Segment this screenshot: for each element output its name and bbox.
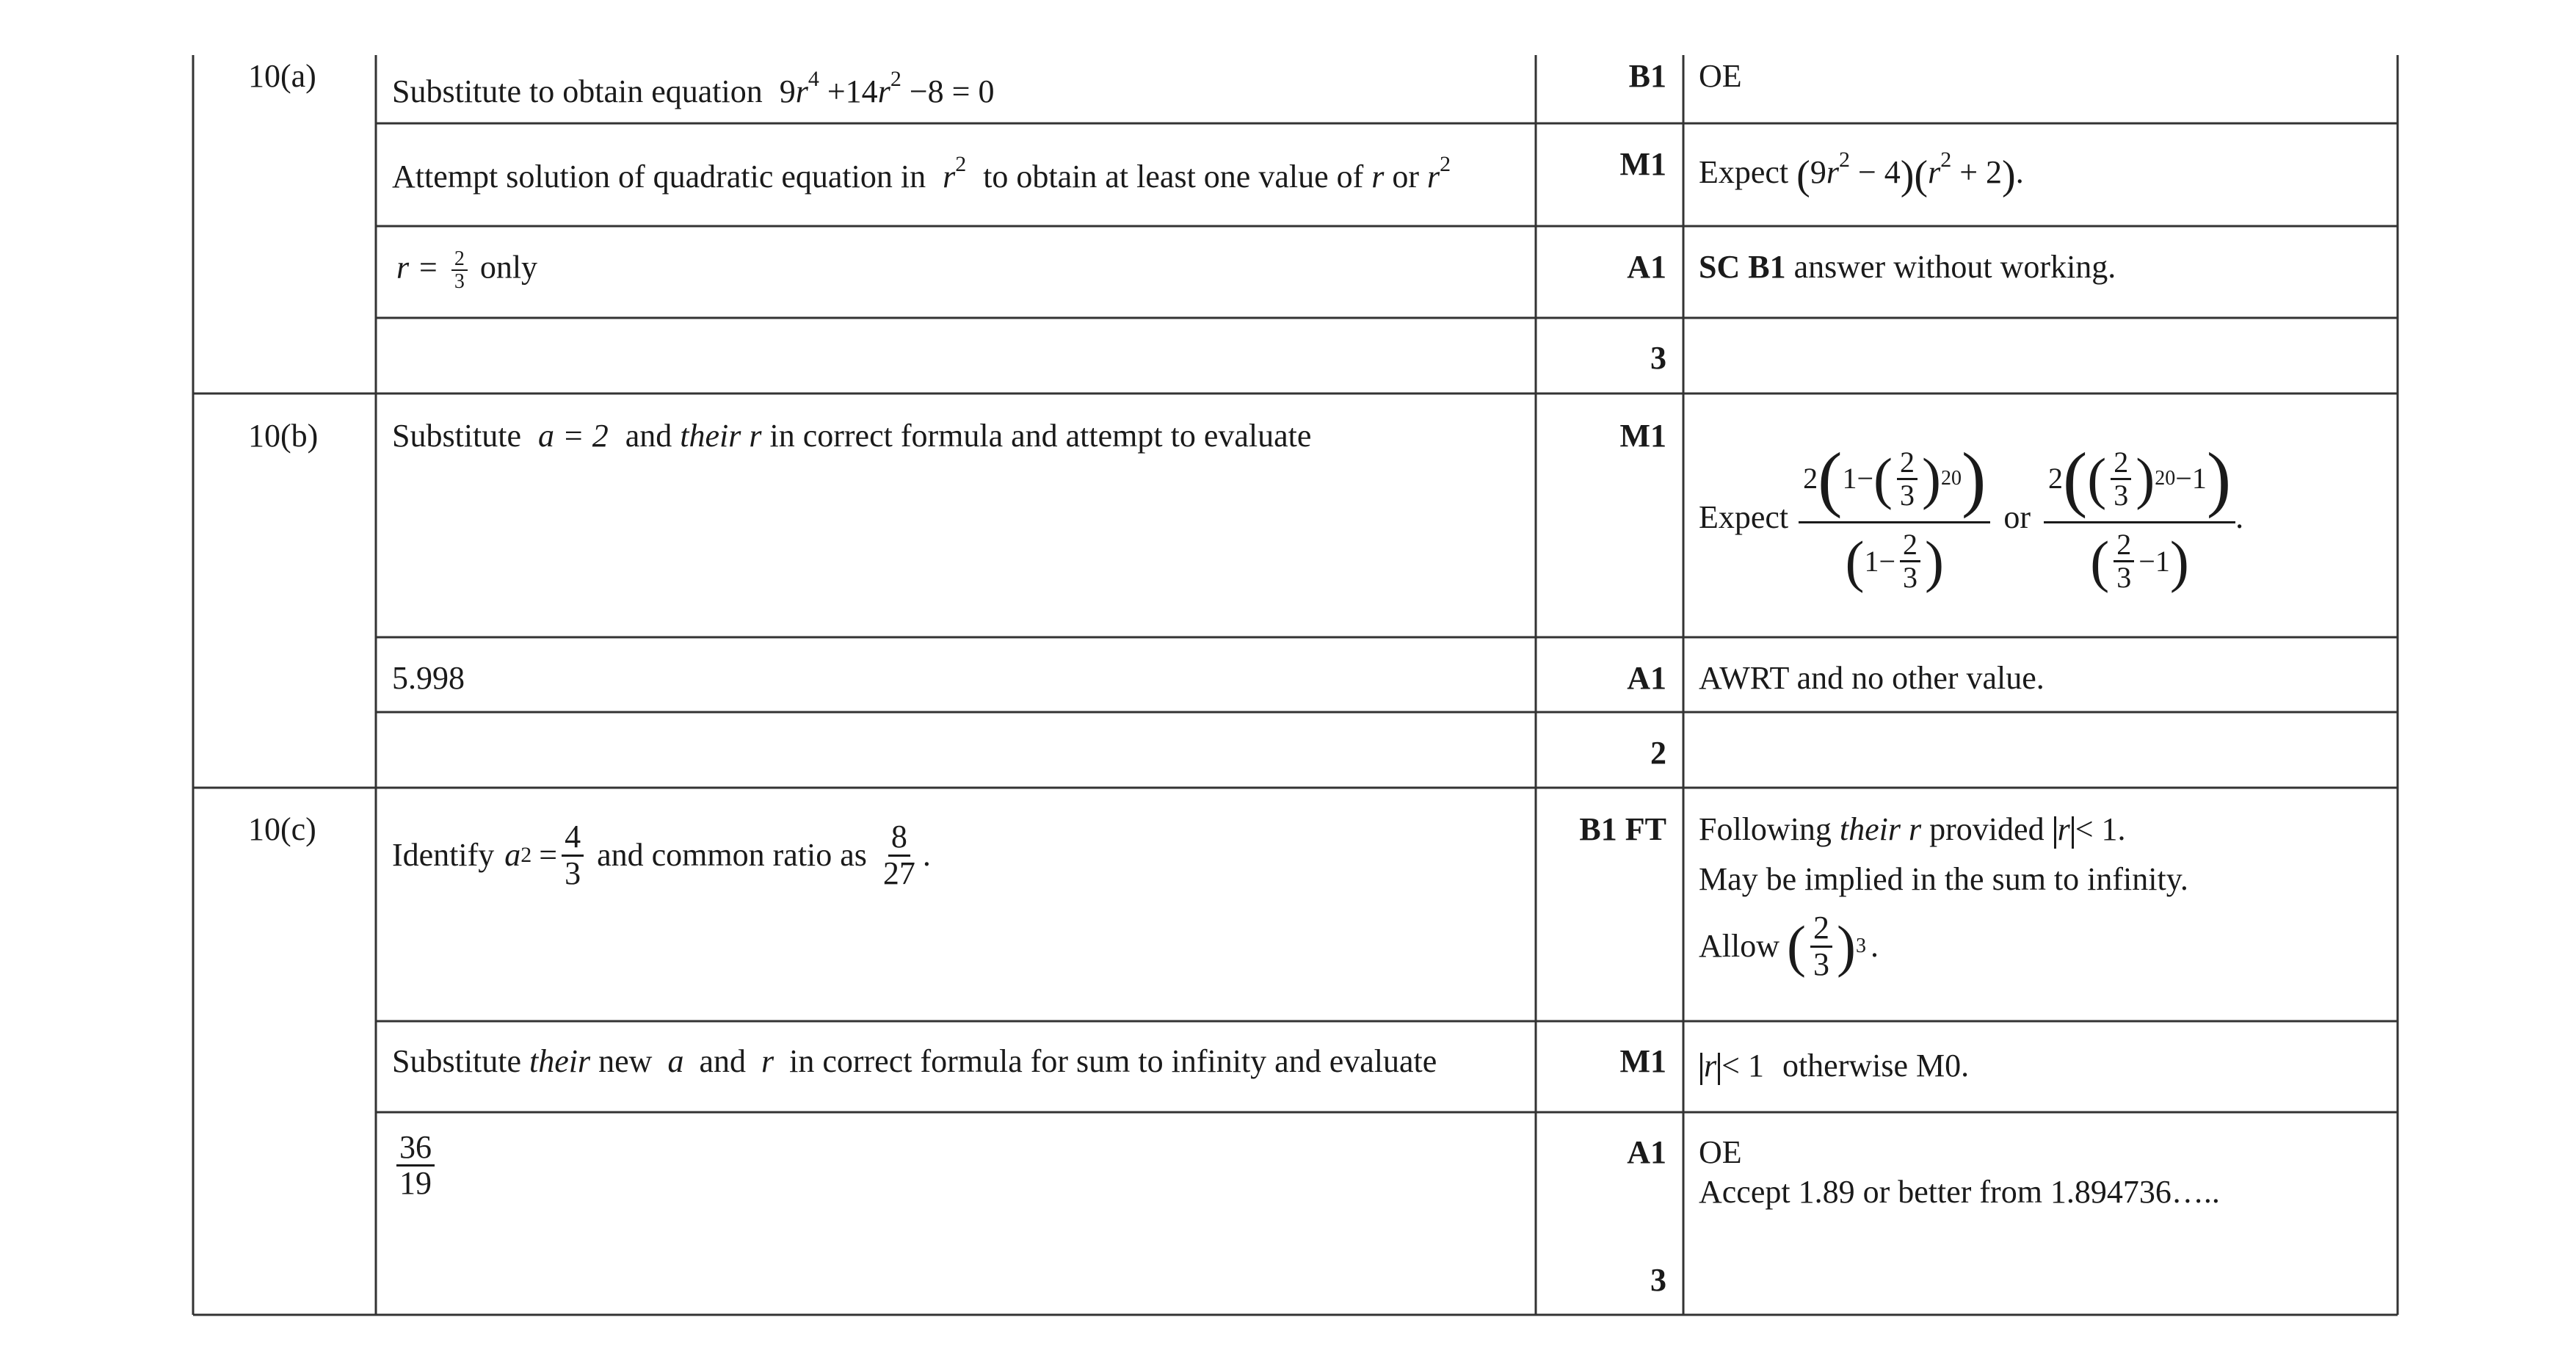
paren: (	[2087, 446, 2107, 510]
abs-bar	[1700, 1053, 1702, 1085]
their-text: their	[680, 418, 741, 454]
their-text: their r	[1839, 811, 1922, 847]
term: + 2	[1959, 154, 2003, 190]
coef: 9	[1810, 154, 1826, 190]
var: r	[2057, 811, 2070, 847]
question-number-10a: 10(a)	[248, 58, 316, 94]
mark-10a-1: B1	[1628, 58, 1666, 94]
coef: 2	[1803, 462, 1818, 495]
step-text: and	[625, 418, 672, 454]
term: − 4	[1857, 154, 1901, 190]
one: 1	[1842, 462, 1857, 495]
step-10b-2: 5.998	[392, 660, 465, 696]
total-10b: 2	[1650, 735, 1666, 771]
step-text: in correct formula and attempt to evaluate	[769, 418, 1312, 454]
step-text: and	[699, 1043, 746, 1079]
step-text: Attempt solution of quadratic equation in	[392, 159, 926, 195]
total-10a: 3	[1650, 340, 1666, 376]
guidance-text: Allow	[1699, 927, 1779, 964]
step-text: in correct formula for sum to infinity and evaluate	[789, 1043, 1437, 1079]
guidance-text: Expect	[1699, 498, 1789, 535]
paren: (	[1873, 446, 1893, 510]
fraction	[1810, 911, 1832, 981]
period: .	[922, 836, 931, 873]
denominator: 27	[882, 855, 915, 891]
suffix: only	[479, 249, 538, 286]
minus: −	[1857, 462, 1874, 495]
guidance-text: Following	[1699, 811, 1832, 847]
equals: =	[539, 836, 558, 873]
sum-formula-1	[1799, 438, 1990, 594]
paren: )	[1962, 438, 1987, 519]
guidance-10b-1	[1699, 411, 2243, 624]
fraction	[396, 1131, 435, 1200]
their-text: their	[529, 1043, 591, 1079]
abs-bar	[1718, 1053, 1720, 1085]
denominator: 3	[2114, 478, 2129, 512]
numerator: 36	[396, 1131, 435, 1167]
fraction	[2111, 447, 2131, 511]
denominator: 3	[1900, 478, 1915, 512]
or-text: or	[2003, 498, 2031, 535]
guidance-10b-2: AWRT and no other value.	[1699, 660, 2045, 696]
step-10b-1	[392, 417, 1311, 456]
exp: 2	[955, 152, 967, 176]
term: +14	[827, 73, 878, 109]
exp: 4	[808, 67, 819, 91]
step-text: Substitute	[392, 1043, 522, 1079]
denominator: 19	[399, 1165, 432, 1202]
period: .	[2235, 498, 2244, 535]
paren: (	[1818, 438, 1843, 519]
paren: (	[2090, 529, 2110, 593]
condition: < 1.	[2075, 811, 2126, 847]
guidance-text: otherwise M0.	[1782, 1048, 1970, 1084]
abs-bar	[2054, 816, 2056, 849]
paren: )	[2136, 446, 2155, 510]
denominator: 3	[2116, 561, 2132, 594]
fraction	[2114, 529, 2134, 593]
paren: )	[1922, 446, 1942, 510]
one: 1	[1864, 544, 1879, 578]
minus-one: −1	[2138, 544, 2170, 578]
step-10a-2	[392, 151, 1451, 197]
paren: )	[2002, 152, 2016, 198]
step-10a-1	[392, 66, 994, 112]
paren: (	[1845, 529, 1865, 593]
numerator: 8	[888, 820, 910, 856]
numerator: 2	[2114, 529, 2134, 562]
equation	[779, 67, 995, 109]
fraction	[562, 820, 584, 890]
sum-formula-2	[2044, 438, 2235, 594]
step-text: Identify	[392, 836, 495, 873]
guidance-10c-1-line3	[1699, 906, 1879, 987]
paren: )	[2169, 529, 2189, 593]
step-text: Substitute	[392, 418, 522, 454]
formula-denominator	[2086, 523, 2194, 593]
mark-10c-2: M1	[1619, 1043, 1666, 1079]
denominator: 3	[565, 855, 581, 891]
paren: (	[2062, 438, 2088, 519]
subscript: 2	[520, 843, 532, 867]
guidance-10c-3-line2: Accept 1.89 or better from 1.894736…..	[1699, 1174, 2220, 1210]
fraction	[880, 820, 918, 890]
guidance-bold: SC B1	[1699, 249, 1786, 285]
var: r	[1704, 1048, 1717, 1084]
guidance-text: Expect	[1699, 154, 1789, 190]
exponent: 20	[1941, 467, 1962, 490]
step-text: new	[598, 1043, 653, 1079]
exp: 2	[1440, 152, 1451, 176]
var: r	[1371, 159, 1385, 195]
paren: )	[1836, 914, 1856, 978]
var: r	[877, 73, 890, 109]
numerator: 2	[451, 248, 468, 271]
var: r	[943, 159, 956, 195]
mark-10c-1: B1 FT	[1579, 811, 1666, 847]
step-10c-3	[396, 1131, 435, 1200]
paren: )	[2206, 438, 2232, 519]
lhs: r =	[396, 249, 439, 286]
mark-10c-3: A1	[1627, 1134, 1666, 1170]
var: r	[1826, 154, 1839, 190]
guidance-10c-2	[1699, 1047, 1969, 1086]
guidance-10a-2: Expect $(9r^2 - 4)(r^2 + 2)$.	[1699, 148, 2024, 198]
period: .	[1870, 927, 1879, 964]
numerator: 2	[1810, 911, 1832, 947]
denominator: 3	[454, 270, 465, 294]
mark-10a-2: M1	[1619, 146, 1666, 182]
var: a	[504, 836, 521, 873]
var: r	[795, 73, 808, 109]
total-10c: 3	[1650, 1262, 1666, 1298]
exponent: 20	[2155, 467, 2176, 490]
paren: (	[1787, 914, 1806, 978]
condition: < 1	[1721, 1048, 1764, 1084]
minus: −	[1879, 544, 1896, 578]
mark-10b-1: M1	[1619, 418, 1666, 454]
step-text: Substitute to obtain equation	[392, 73, 763, 109]
guidance-10c-3-line1: OE	[1699, 1134, 1742, 1170]
step-text: to obtain at least one value of	[983, 159, 1364, 195]
step-10c-2	[392, 1042, 1437, 1081]
question-number-10c: 10(c)	[248, 811, 316, 847]
mark-10b-2: A1	[1627, 660, 1666, 696]
coef: 9	[779, 73, 796, 109]
guidance-10c-1-line2: May be implied in the sum to infinity.	[1699, 861, 2188, 897]
var: r	[761, 1043, 774, 1079]
fraction	[451, 248, 468, 293]
abs-bar	[2072, 816, 2074, 849]
guidance-10a-1: OE	[1699, 58, 1742, 94]
term: −8	[909, 73, 944, 109]
formula-numerator	[2044, 438, 2235, 523]
mark-10a-3: A1	[1627, 249, 1666, 285]
formula-numerator	[1799, 438, 1990, 523]
denominator: 3	[1813, 946, 1829, 982]
or-text: or	[1392, 159, 1420, 195]
step-text: and common ratio as	[597, 836, 867, 873]
var: r	[1928, 154, 1941, 190]
guidance-text: answer without working.	[1793, 249, 2116, 285]
step-10c-1	[392, 815, 931, 896]
step-10a-3	[396, 248, 537, 293]
question-number-10b: 10(b)	[248, 418, 319, 454]
numerator: 2	[1900, 529, 1920, 562]
paren: )(	[1900, 152, 1929, 198]
rhs: = 0	[951, 73, 995, 109]
paren: (	[1796, 152, 1810, 198]
exp: 2	[1940, 148, 1952, 172]
exponent: 3	[1855, 935, 1866, 958]
numerator: 2	[1897, 447, 1918, 480]
numerator: 4	[562, 820, 584, 856]
var: r	[1427, 159, 1440, 195]
fraction	[1900, 529, 1920, 593]
guidance-10c-1-line1	[1699, 810, 2126, 849]
fraction	[1897, 447, 1918, 511]
minus-one: −1	[2175, 462, 2207, 495]
var: a	[667, 1043, 684, 1079]
a-value: a = 2	[538, 418, 609, 454]
numerator: 2	[2111, 447, 2131, 480]
exp: 2	[1838, 148, 1850, 172]
formula-denominator	[1840, 523, 1948, 593]
var: r	[749, 418, 762, 454]
guidance-text: provided	[1929, 811, 2045, 847]
paren: )	[1925, 529, 1945, 593]
guidance-10a-3	[1699, 248, 2116, 287]
exp: 2	[890, 67, 901, 91]
denominator: 3	[1903, 561, 1918, 594]
coef: 2	[2047, 462, 2063, 495]
